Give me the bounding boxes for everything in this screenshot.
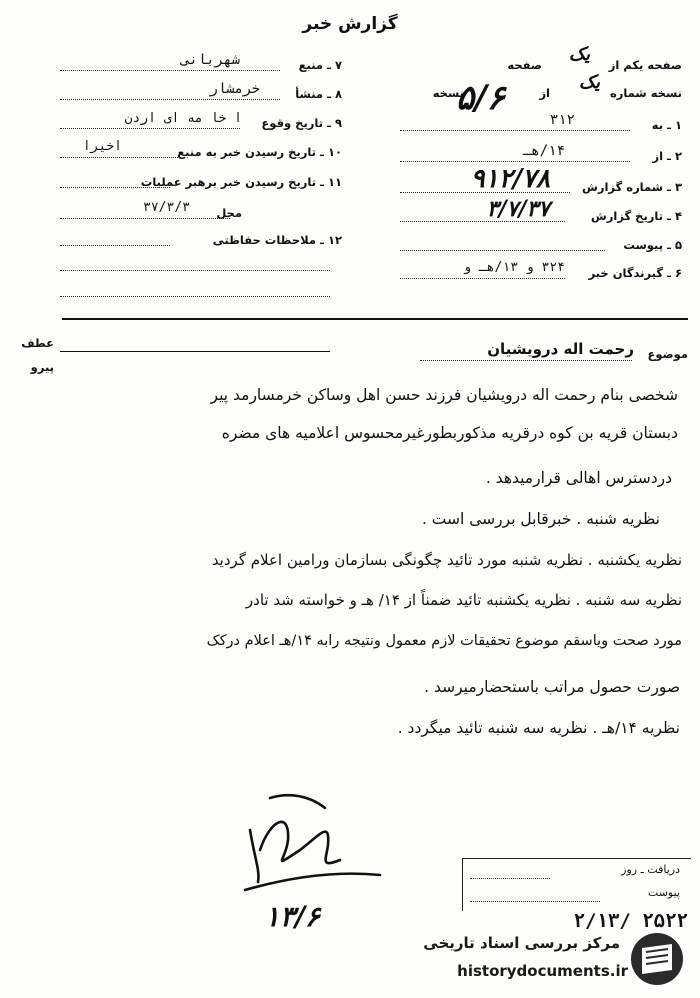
watermark-name: مرکز بررسی اسناد تاریخی xyxy=(423,934,620,952)
origin-value: خرمشار xyxy=(209,81,260,97)
security-notes-label: ۱۲ ـ ملاحظات حفاظتی xyxy=(212,233,342,247)
stamp-line-1: دریافت ـ روز xyxy=(621,863,680,876)
body-line-6: نظریه سه شنبه . نظریه یکشنبه تائید ضمناً از ۱۴/ هـ و خواسته شد تادر xyxy=(245,591,682,609)
report-date-label: ۴ ـ تاریخ گزارش xyxy=(590,209,682,223)
page-of-label: صفحه یکم از xyxy=(608,58,682,72)
report-number-label: ۳ ـ شماره گزارش xyxy=(582,180,682,194)
copy-suffix: نسخه xyxy=(432,86,464,100)
place-value: ۳۷/۳/۳ xyxy=(143,200,190,215)
signature xyxy=(230,790,390,900)
subject-value: رحمت اله درویشیان xyxy=(487,340,634,358)
source-value: شهربانی xyxy=(180,52,240,68)
place-label: محل xyxy=(216,206,242,220)
stamp-line-2: پیوست xyxy=(647,886,680,899)
from-label: ۲ ـ از xyxy=(652,149,682,163)
report-number-value: ۹۱۲/۷۸ xyxy=(470,164,550,194)
copy-of-label: از xyxy=(539,86,550,100)
copy-number-value: یک xyxy=(578,72,600,93)
recipients-label: ۶ ـ گیرندگان خبر xyxy=(588,266,682,280)
source-label: ۷ ـ منبع xyxy=(298,58,342,72)
watermark-site: historydocuments.ir xyxy=(457,962,628,980)
subject-label: موضوع xyxy=(647,347,688,361)
piro-label: پیرو xyxy=(30,360,54,374)
ops-received-label: ۱۱ ـ تاریخ رسیدن خبر برهبر عملیات xyxy=(140,175,342,189)
recipients-value: ۳۲۴ و ۱۳/هـ و xyxy=(463,260,565,275)
atf-label: عطف xyxy=(21,336,54,350)
body-line-3: دردسترس اهالی قرارمیدهد . xyxy=(485,469,672,487)
archive-logo-icon xyxy=(628,930,686,988)
copy-number-label: نسخه شماره xyxy=(609,86,682,100)
body-line-2: دبستان قریه بن کوه درقریه مذکوربطورغیرمحسوس اعلامیه های مضره xyxy=(221,424,678,442)
to-value: ۳۱۲ xyxy=(549,112,575,128)
stamp-number: ۲۵۲۲ /۲/۱۳ xyxy=(573,910,688,932)
body-line-9: نظریه ۱۴/هـ . نظریه سه شنبه تائید میگردد . xyxy=(397,719,680,737)
body-line-5: نظریه یکشنبه . نظریه شنبه مورد تائید چگونگی بسازمان ورامین اعلام گردید xyxy=(211,551,682,569)
handwritten-reference: ۵/۶ xyxy=(456,78,505,118)
header-divider xyxy=(62,318,688,320)
source-received-value: اخیرا xyxy=(82,139,122,154)
body-line-1: شخصی بنام رحمت اله درویشیان فرزند حسن اهل وساکن خرمسارمد پیر xyxy=(210,386,678,404)
to-label: ۱ ـ به xyxy=(651,118,682,132)
document-title: گزارش خبر xyxy=(302,14,398,34)
report-date-value: ۳/۷/۳۷ xyxy=(486,196,550,222)
origin-label: ۸ ـ منشأ xyxy=(295,87,342,101)
source-received-label: ۱۰ ـ تاریخ رسیدن خبر به منبع xyxy=(177,145,342,159)
body-line-8: صورت حصول مراتب باستحضارمیرسد . xyxy=(424,678,680,696)
page-of-value: یک xyxy=(568,44,590,65)
attachment-label: ۵ ـ پیوست xyxy=(623,238,682,252)
body-line-7: مورد صحت ویاسقم موضوع تحقیقات لازم معمول ونتیجه رابه ۱۴/هـ اعلام درکک xyxy=(206,633,682,649)
signature-note: ۱۳/۶ xyxy=(264,900,320,933)
occurrence-date-label: ۹ ـ تاریخ وقوع xyxy=(261,116,342,130)
from-value: ۱۴/هـ xyxy=(522,143,565,159)
body-line-4: نظریه شنبه . خبرقابل بررسی است . xyxy=(421,510,660,528)
page-suffix: صفحه xyxy=(507,58,542,72)
occurrence-date-value: ا خا مه ای اردن xyxy=(124,111,242,126)
